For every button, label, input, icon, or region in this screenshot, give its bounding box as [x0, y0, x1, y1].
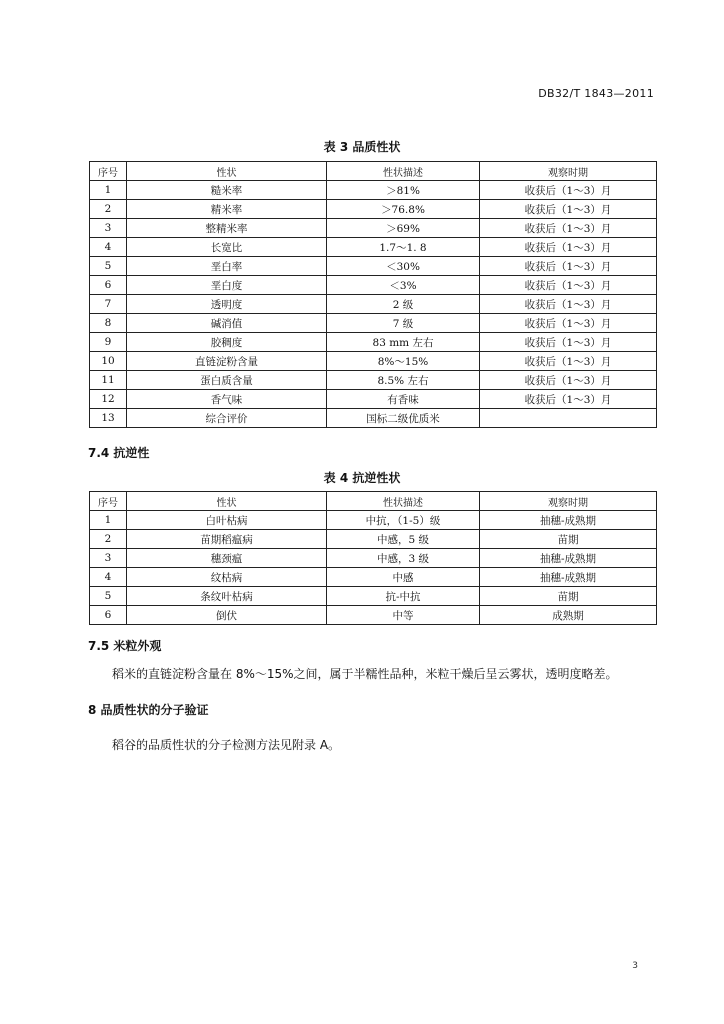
table-cell: 收获后（1～3）月 [480, 219, 657, 238]
table-cell: 直链淀粉含量 [127, 352, 327, 371]
table-cell [480, 409, 657, 428]
table-cell: 碱消值 [127, 314, 327, 333]
table-cell: 条纹叶枯病 [127, 587, 327, 606]
table-cell: ＞81% [327, 181, 480, 200]
table-cell: 穗颈瘟 [127, 549, 327, 568]
table-cell: 抽穗-成熟期 [480, 568, 657, 587]
table-cell: 中感，5 级 [327, 530, 480, 549]
table-cell: 4 [90, 238, 127, 257]
table-cell: 香气味 [127, 390, 327, 409]
table-row [90, 295, 657, 314]
table-cell: 中感，3 级 [327, 549, 480, 568]
table-row [90, 276, 657, 295]
table-cell: 收获后（1～3）月 [480, 238, 657, 257]
table-cell: 透明度 [127, 295, 327, 314]
table-row [90, 606, 657, 625]
table3 [89, 161, 657, 428]
table-cell: 3 [90, 549, 127, 568]
column-header: 性状 [127, 162, 327, 181]
table-cell: 1.7～1. 8 [327, 238, 480, 257]
table-cell: 8%～15% [327, 352, 480, 371]
table-row [90, 257, 657, 276]
table-row [90, 200, 657, 219]
table-row [90, 352, 657, 371]
column-header: 序号 [90, 492, 127, 511]
table-cell: 收获后（1～3）月 [480, 371, 657, 390]
table-cell: 国标二级优质米 [327, 409, 480, 428]
table-cell: 倒伏 [127, 606, 327, 625]
table-cell: 7 [90, 295, 127, 314]
table-cell: 6 [90, 276, 127, 295]
table-cell: 2 [90, 200, 127, 219]
table-cell: 苗期 [480, 530, 657, 549]
table-cell: 2 级 [327, 295, 480, 314]
column-header: 观察时期 [480, 162, 657, 181]
column-header: 观察时期 [480, 492, 657, 511]
section-8-paragraph: 稻谷的品质性状的分子检测方法见附录 A。 [112, 738, 341, 752]
table-cell: 收获后（1～3）月 [480, 276, 657, 295]
table-cell: 83 mm 左右 [327, 333, 480, 352]
table-cell: 8.5% 左右 [327, 371, 480, 390]
table-row [90, 511, 657, 530]
table-cell: 胶稠度 [127, 333, 327, 352]
table-cell: 垩白率 [127, 257, 327, 276]
table-cell: 垩白度 [127, 276, 327, 295]
table-cell: 4 [90, 568, 127, 587]
table-row [90, 390, 657, 409]
section-7-4-heading: 7.4 抗逆性 [88, 446, 150, 460]
table-row [90, 314, 657, 333]
table-cell: 收获后（1～3）月 [480, 181, 657, 200]
table-cell: 收获后（1～3）月 [480, 314, 657, 333]
table-cell: 3 [90, 219, 127, 238]
table-cell: 抗-中抗 [327, 587, 480, 606]
table-cell: 整精米率 [127, 219, 327, 238]
table-cell: ＞76.8% [327, 200, 480, 219]
table-cell: 10 [90, 352, 127, 371]
table-cell: 11 [90, 371, 127, 390]
table-cell: 8 [90, 314, 127, 333]
document-code: DB32/T 1843—2011 [538, 87, 654, 100]
table-cell: 收获后（1～3）月 [480, 333, 657, 352]
table-cell: 5 [90, 257, 127, 276]
page-number: 3 [632, 961, 638, 971]
table-cell: 抽穗-成熟期 [480, 511, 657, 530]
column-header: 性状描述 [327, 492, 480, 511]
table-cell: 精米率 [127, 200, 327, 219]
table-cell: 苗期 [480, 587, 657, 606]
table-cell: 成熟期 [480, 606, 657, 625]
table-cell: 5 [90, 587, 127, 606]
table-cell: 收获后（1～3）月 [480, 390, 657, 409]
table-cell: ＜30% [327, 257, 480, 276]
table-row [90, 371, 657, 390]
section-7-5-paragraph: 稻米的直链淀粉含量在 8%～15%之间，属于半糯性品种，米粒干燥后呈云雾状，透明度略差。 [112, 667, 618, 681]
column-header: 性状描述 [327, 162, 480, 181]
table-row [90, 219, 657, 238]
table-cell: 9 [90, 333, 127, 352]
table-row [90, 409, 657, 428]
table-cell: 白叶枯病 [127, 511, 327, 530]
table-cell: 长宽比 [127, 238, 327, 257]
table-cell: 有香味 [327, 390, 480, 409]
table-cell: 6 [90, 606, 127, 625]
table-cell: 收获后（1～3）月 [480, 257, 657, 276]
table3-caption: 表 3 品质性状 [323, 140, 401, 154]
table-cell: 中抗，（1-5）级 [327, 511, 480, 530]
table-cell: 1 [90, 511, 127, 530]
table-row [90, 549, 657, 568]
table3-header-row [90, 162, 657, 181]
table-cell: 2 [90, 530, 127, 549]
table-cell: 纹枯病 [127, 568, 327, 587]
table-cell: 综合评价 [127, 409, 327, 428]
table-cell: 中感 [327, 568, 480, 587]
table-cell: 蛋白质含量 [127, 371, 327, 390]
table-cell: 中等 [327, 606, 480, 625]
table-cell: 12 [90, 390, 127, 409]
table-row [90, 181, 657, 200]
table-cell: 7 级 [327, 314, 480, 333]
column-header: 性状 [127, 492, 327, 511]
table-row [90, 587, 657, 606]
table-row [90, 568, 657, 587]
table-cell: ＜3% [327, 276, 480, 295]
table-row [90, 333, 657, 352]
column-header: 序号 [90, 162, 127, 181]
section-8-heading: 8 品质性状的分子验证 [88, 703, 209, 717]
table-cell: ＞69% [327, 219, 480, 238]
table4 [89, 491, 657, 625]
table-cell: 糙米率 [127, 181, 327, 200]
section-7-5-heading: 7.5 米粒外观 [88, 639, 162, 653]
table-cell: 收获后（1～3）月 [480, 200, 657, 219]
table-cell: 收获后（1～3）月 [480, 295, 657, 314]
table4-caption: 表 4 抗逆性状 [323, 471, 401, 485]
table-cell: 苗期稻瘟病 [127, 530, 327, 549]
table-cell: 1 [90, 181, 127, 200]
table4-header-row [90, 492, 657, 511]
table-cell: 13 [90, 409, 127, 428]
table-cell: 收获后（1～3）月 [480, 352, 657, 371]
table-row [90, 530, 657, 549]
table-cell: 抽穗-成熟期 [480, 549, 657, 568]
table-row [90, 238, 657, 257]
